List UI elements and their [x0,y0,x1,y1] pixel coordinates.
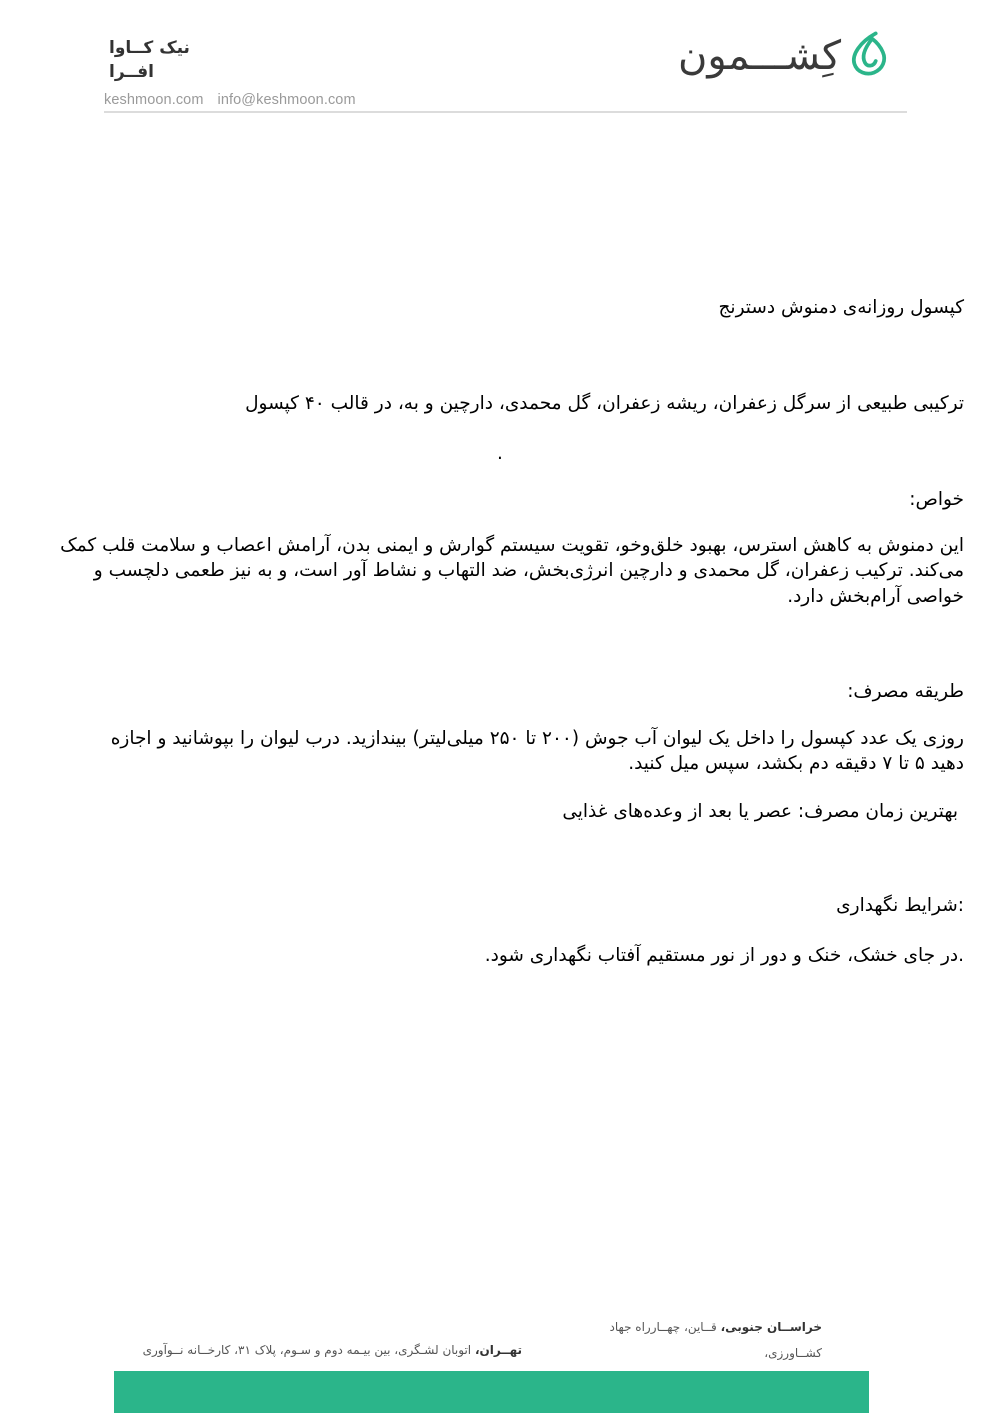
south-khorasan-label: خراســان جنوبی، [720,1320,822,1334]
tehran-label: تهــران، [474,1343,522,1357]
contact-info [104,92,404,108]
south-khorasan-line1 [560,1314,822,1366]
email-link[interactable]: info@keshmoon.com [217,92,356,108]
storage-body: .در جای خشک، خنک و دور از نور مستقیم آفتاب نگهداری شود. [484,944,964,966]
company-name: نیک کــاوا افــرا [109,38,190,82]
properties-heading: خواص: [909,488,964,510]
website-link[interactable]: keshmoon.com [104,92,204,108]
best-time-note: بهترین زمان مصرف: عصر یا بعد از وعده‌های غذایی [562,800,958,822]
stray-dot: . [497,442,503,464]
properties-body: این دمنوش به کاهش استرس، بهبود خلق‌وخو، تقویت سیستم گوارش و ایمنی بدن، آرامش اعصاب و سلامت قلب کمک می‌کند. ترکیب زعفران، گل محمدی و دارچین انرژی‌بخش، ضد التهاب و نشاط آور است، و به نیز طعمی دلچسب و خواصی آرام‌بخش دارد. [60,534,964,607]
brand-logo [678,22,890,84]
document-title: کپسول روزانه‌ی دمنوش دسترنج [718,296,964,318]
south-khorasan-address: قــاین، چهــارراه جهاد کشــاورزی، [609,1320,822,1360]
footer-brand-bar [114,1371,869,1413]
storage-heading: :شرایط نگهداری [836,894,964,916]
header-divider [104,111,907,113]
usage-body: روزی یک عدد کپسول را داخل یک لیوان آب جوش (۲۰۰ تا ۲۵۰ میلی‌لیتر) بیندازید. درب لیوان را بپوشانید و اجازه دهید ۵ تا ۷ دقیقه دم بکشد، سپس میل کنید. [110,727,964,774]
product-intro: ترکیبی طبیعی از سرگل زعفران، ریشه زعفران، گل محمدی، دارچین و به، در قالب ۴۰ کپسول [245,392,964,414]
leaf-spiral-icon [849,25,890,81]
footer-address-tehran [142,1340,522,1360]
company-name-wrap [104,36,229,84]
logo-text: کِشـــمون [678,33,842,79]
usage-heading: طریقه مصرف: [847,680,964,702]
company-header [104,36,404,108]
tehran-address: اتوبان لشـگری، بین بیـمه دوم و سـوم، پلاک ۳۱، کارخــانه نــوآوری [142,1343,472,1357]
